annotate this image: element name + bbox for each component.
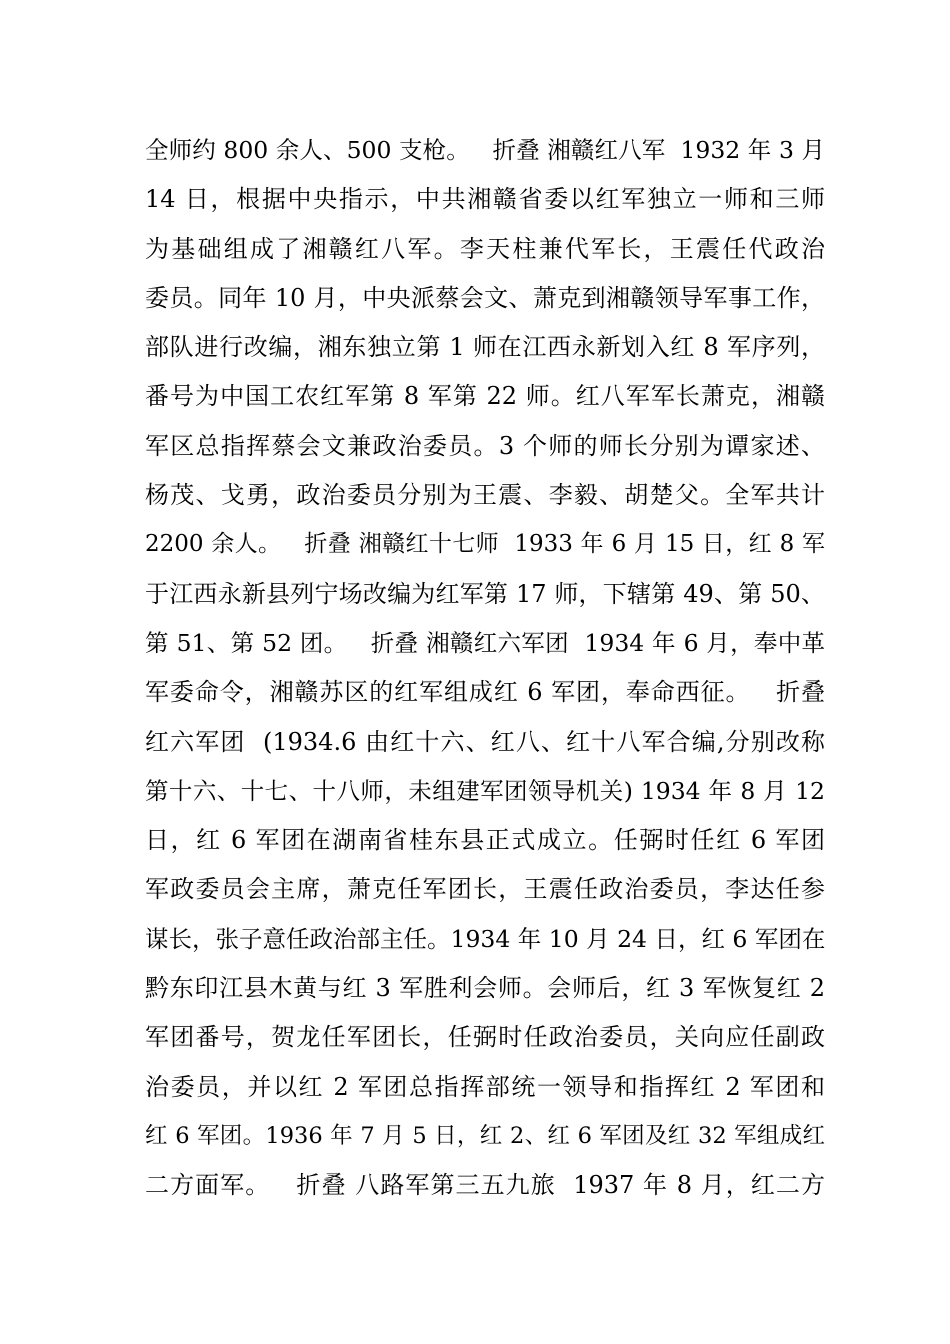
text-line: 治委员，并以红 2 军团总指挥部统一领导和指挥红 2 军团和 [145, 1072, 825, 1101]
text-line: 军团番号，贺龙任军团长，任弼时任政治委员，关向应任副政 [145, 1023, 825, 1052]
text-line: 二方面军。 折叠 八路军第三五九旅 1937 年 8 月，红二方 [145, 1171, 825, 1200]
text-line: 于江西永新县列宁场改编为红军第 17 师，下辖第 49、第 50、 [145, 579, 825, 608]
text-line: 红六军团 (1934.6 由红十六、红八、红十八军合编,分别改称 [145, 727, 825, 756]
text-line: 14 日，根据中央指示，中共湘赣省委以红军独立一师和三师 [145, 185, 825, 214]
text-line: 军委命令，湘赣苏区的红军组成红 6 军团，奉命西征。 折叠 [145, 678, 825, 707]
text-line: 番号为中国工农红军第 8 军第 22 师。红八军军长萧克，湘赣 [145, 382, 825, 411]
text-line: 军区总指挥蔡会文兼政治委员。3 个师的师长分别为谭家述、 [145, 431, 825, 460]
text-line: 军政委员会主席，萧克任军团长，王震任政治委员，李达任参 [145, 875, 825, 904]
text-line: 杨茂、戈勇，政治委员分别为王震、李毅、胡楚父。全军共计 [145, 481, 825, 510]
text-line: 日，红 6 军团在湖南省桂东县正式成立。任弼时任红 6 军团 [145, 826, 825, 855]
text-line: 黔东印江县木黄与红 3 军胜利会师。会师后，红 3 军恢复红 2 [145, 974, 825, 1003]
text-line: 红 6 军团。1936 年 7 月 5 日，红 2、红 6 军团及红 32 军组成红 [145, 1122, 825, 1149]
text-line: 谋长，张子意任政治部主任。1934 年 10 月 24 日，红 6 军团在 [145, 924, 826, 953]
text-line: 为基础组成了湘赣红八军。李天柱兼代军长，王震任代政治 [145, 234, 825, 263]
text-line: 全师约 800 余人、500 支枪。 折叠 湘赣红八军 1932 年 3 月 [145, 136, 825, 164]
body-text [145, 126, 825, 1211]
text-line: 第 51、第 52 团。 折叠 湘赣红六军团 1934 年 6 月，奉中革 [145, 628, 825, 657]
text-line: 委员。同年 10 月，中央派蔡会文、萧克到湘赣领导军事工作， [145, 283, 825, 312]
text-line: 第十六、十七、十八师，未组建军团领导机关) 1934 年 8 月 12 [145, 776, 825, 805]
text-line: 2200 余人。 折叠 湘赣红十七师 1933 年 6 月 15 日，红 8 军 [145, 531, 825, 558]
text-line: 部队进行改编，湘东独立第 1 师在江西永新划入红 8 军序列， [145, 333, 825, 362]
